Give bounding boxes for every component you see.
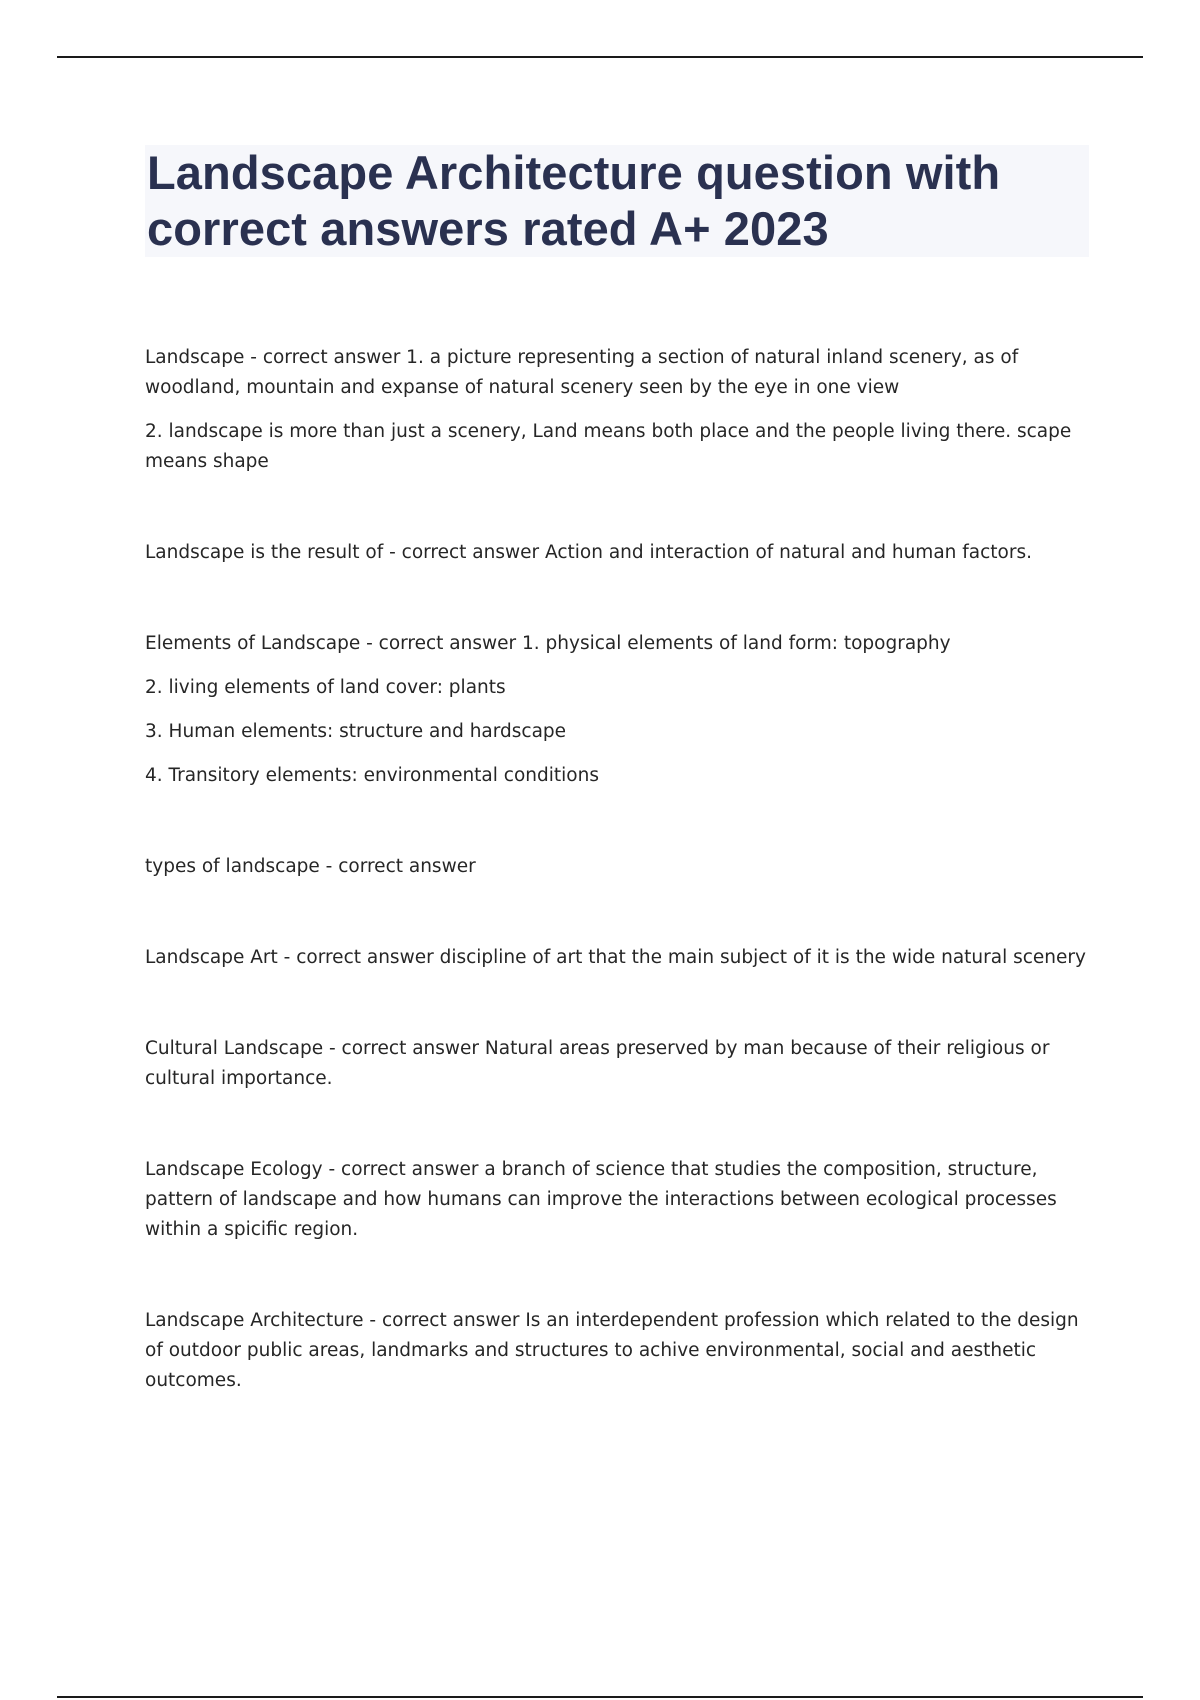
qa-entry-cultural-landscape xyxy=(145,1034,1090,1094)
entry-paragraph: Landscape is the result of - correct answer Action and interaction of natural and human factors. xyxy=(145,542,1032,563)
entry-paragraph: Landscape Art - correct answer discipline of art that the main subject of it is the wide natural scenery xyxy=(145,947,1086,968)
qa-entry-landscape-architecture xyxy=(145,1306,1090,1396)
entry-paragraph: Landscape - correct answer 1. a picture representing a section of natural inland scenery, as of woodland, mountain and expanse of natural scenery seen by the eye in one view xyxy=(145,347,1019,398)
bottom-rule xyxy=(57,1696,1143,1698)
qa-entry-landscape-ecology xyxy=(145,1155,1090,1245)
entry-spacer xyxy=(145,1094,1090,1155)
entry-paragraph: Elements of Landscape - correct answer 1. physical elements of land form: topography xyxy=(145,633,951,654)
entry-paragraph: Landscape Ecology - correct answer a branch of science that studies the composition, structure, pattern of landscape and how humans can improve the interactions between ecological processes within a spicific region. xyxy=(145,1159,1057,1240)
entry-paragraph: 2. landscape is more than just a scenery, Land means both place and the people living there. scape means shape xyxy=(145,421,1072,472)
qa-entry-result-of xyxy=(145,538,1090,568)
entry-spacer xyxy=(145,568,1090,629)
entry-spacer xyxy=(145,1245,1090,1306)
qa-entry-landscape-art xyxy=(145,943,1090,973)
entry-spacer xyxy=(145,791,1090,852)
entry-paragraph: Landscape Architecture - correct answer Is an interdependent profession which related to the design of outdoor public areas, landmarks and structures to achive environmental, social and aesthetic outcomes. xyxy=(145,1310,1079,1391)
entry-spacer xyxy=(145,477,1090,538)
entry-paragraph: 2. living elements of land cover: plants xyxy=(145,677,506,698)
qa-entry-elements xyxy=(145,629,1090,791)
qa-content xyxy=(145,343,1090,1396)
entry-paragraph: Cultural Landscape - correct answer Natural areas preserved by man because of their religious or cultural importance. xyxy=(145,1038,1050,1089)
entry-spacer xyxy=(145,882,1090,943)
entry-paragraph: types of landscape - correct answer xyxy=(145,856,476,877)
entry-paragraph: 3. Human elements: structure and hardscape xyxy=(145,721,567,742)
qa-entry-types xyxy=(145,852,1090,882)
qa-entry-landscape xyxy=(145,343,1090,477)
page-title: Landscape Architecture question with correct answers rated A+ 2023 xyxy=(147,146,1001,255)
top-rule xyxy=(57,56,1143,58)
entry-paragraph: 4. Transitory elements: environmental conditions xyxy=(145,765,599,786)
entry-spacer xyxy=(145,973,1090,1034)
title-banner xyxy=(145,145,1089,257)
